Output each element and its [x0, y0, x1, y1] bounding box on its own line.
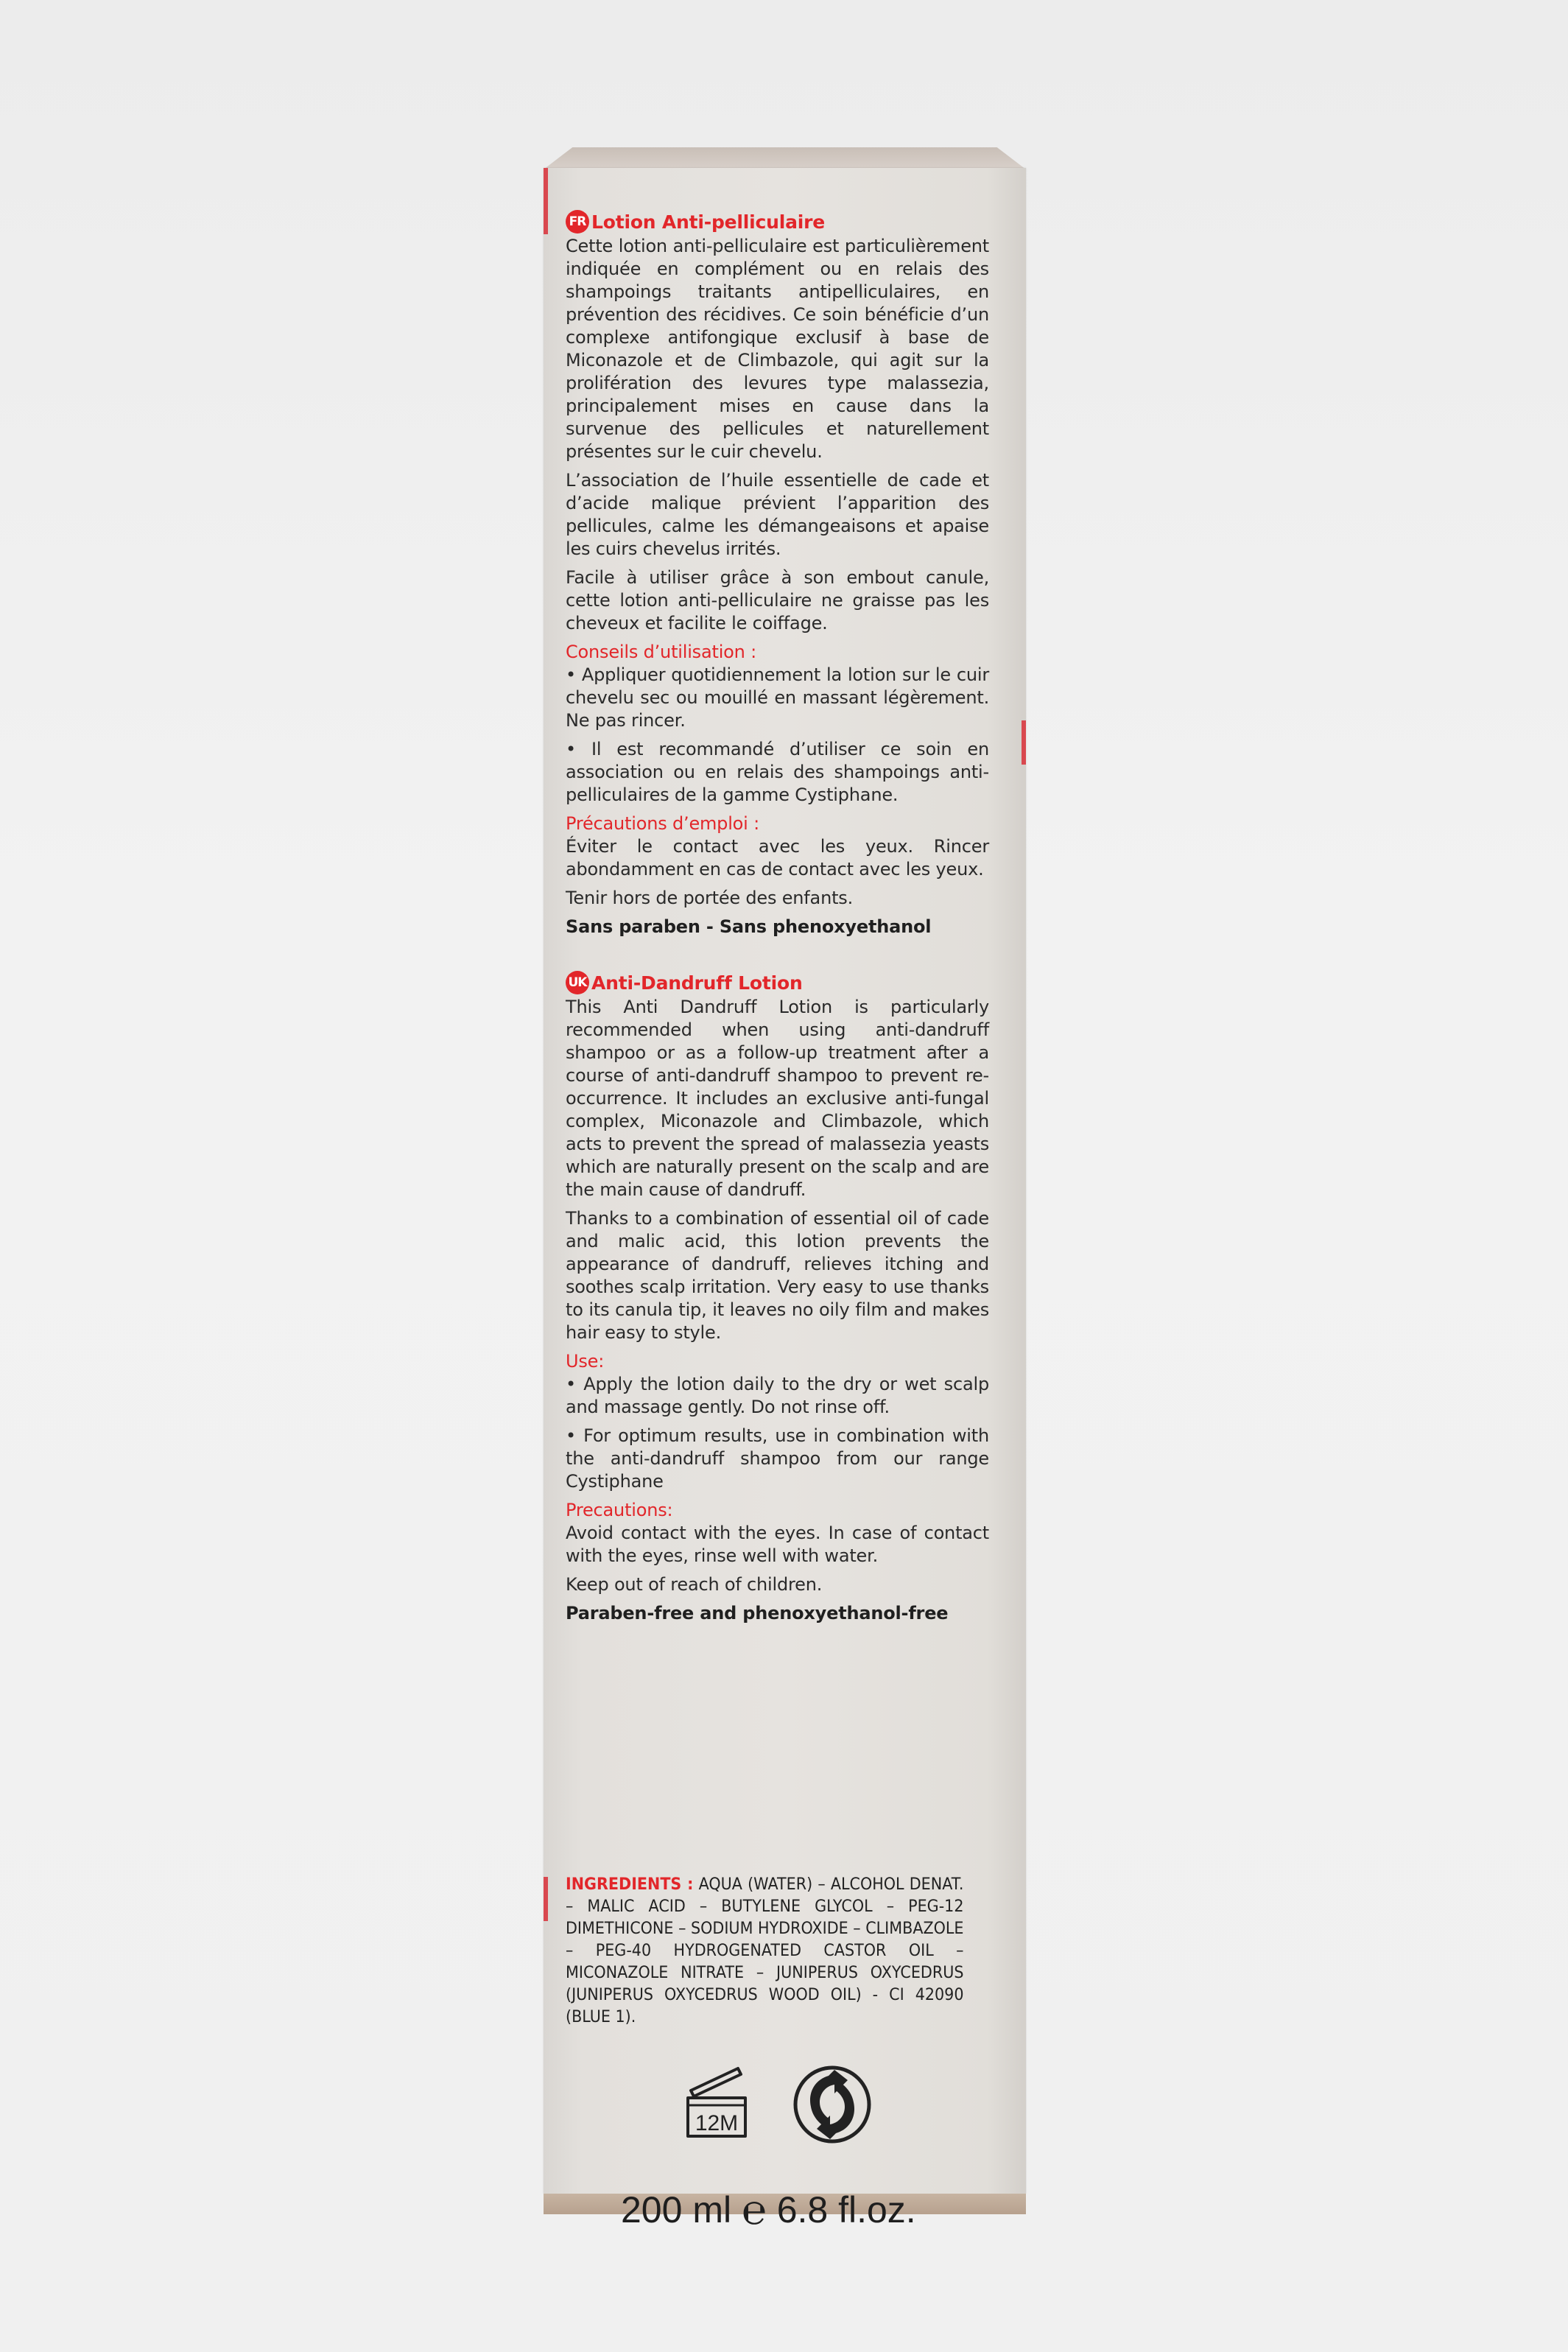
uk-precautions-1: Avoid contact with the eyes. In case of contact with the eyes, rinse well with water. [566, 1523, 989, 1566]
uk-free-of: Paraben-free and phenoxyethanol-free [566, 1603, 949, 1623]
red-edge-mark-right [1022, 720, 1026, 765]
uk-precautions-heading: Precautions: [566, 1500, 673, 1520]
red-edge-mark-top [544, 168, 548, 234]
fr-title-text: Lotion Anti-pelliculaire [591, 211, 826, 233]
uk-title [566, 971, 989, 994]
fr-precautions-2: Tenir hors de portée des enfants. [566, 888, 854, 908]
uk-badge: UK [566, 971, 589, 994]
ingredients-block [566, 1874, 964, 2029]
uk-paragraph-1: This Anti Dandruff Lotion is particularly recommended when using anti-dandruff shampoo or as a follow-up treatment after a course of anti-dandruff shampoo to prevent re-occurrence. It includes an exclusive anti-fungal complex, Miconazole and Climbazole, which acts to prevent the spread of malassezia yeasts which are naturally present on the scalp and are the main cause of dandruff. [566, 997, 989, 1200]
fr-free-of: Sans paraben - Sans phenoxyethanol [566, 916, 932, 937]
uk-use-1: • Apply the lotion daily to the dry or wet scalp and massage gently. Do not rinse off. [566, 1374, 989, 1417]
red-edge-mark-left [544, 1877, 548, 1921]
volume-imperial: 6.8 fl.oz. [776, 2189, 916, 2230]
fr-use-heading: Conseils d’utilisation : [566, 642, 756, 662]
fr-paragraph-1: Cette lotion anti-pelliculaire est particulièrement indiquée en complément ou en relais des shampoings traitants antipelliculaires, en prévention des récidives. Ce soin bénéficie d’un complexe antifongique exclusif à base de Miconazole et de Climbazole, qui agit sur la prolifération des levures type malassezia, principalement mises en cause dans la survenue des pellicules et naturellement présentes sur le cuir chevelu. [566, 236, 989, 462]
ingredients-label: INGREDIENTS : [566, 1875, 694, 1894]
french-section [566, 210, 989, 938]
english-section [566, 971, 989, 1625]
packaging-symbols [678, 2063, 891, 2151]
open-jar-icon [678, 2063, 759, 2144]
green-dot-recycle-icon [792, 2064, 873, 2145]
fr-use-2: • Il est recommandé d’utiliser ce soin en association ou en relais des shampoings anti-pelliculaires de la gamme Cystiphane. [566, 739, 989, 805]
net-volume [621, 2188, 916, 2232]
fr-precautions-1: Éviter le contact avec les yeux. Rincer abondamment en cas de contact avec les yeux. [566, 836, 989, 880]
fr-precautions-heading: Précautions d’emploi : [566, 813, 759, 834]
uk-use-2: • For optimum results, use in combination with the anti-dandruff shampoo from our range Cystiphane [566, 1425, 989, 1492]
uk-title-text: Anti-Dandruff Lotion [591, 972, 803, 994]
fr-badge: FR [566, 210, 589, 234]
fr-title [566, 210, 989, 234]
ingredients-list: AQUA (WATER) – ALCOHOL DENAT. – MALIC ACID – BUTYLENE GLYCOL – PEG-12 DIMETHICONE – SODIUM HYDROXIDE – CLIMBAZOLE – PEG-40 HYDROGENATED CASTOR OIL – MICONAZOLE NITRATE – JUNIPERUS OXYCEDRUS (JUNIPERUS OXYCEDRUS WOOD OIL) - CI 42090 (BLUE 1). [566, 1875, 964, 2026]
fr-use-1: • Appliquer quotidiennement la lotion sur le cuir chevelu sec ou mouillé en massant légèrement. Ne pas rincer. [566, 664, 989, 731]
uk-precautions-2: Keep out of reach of children. [566, 1574, 823, 1595]
box-top-flap [544, 147, 1026, 169]
fr-paragraph-3: Facile à utiliser grâce à son embout canule, cette lotion anti-pelliculaire ne graisse pas les cheveux et facilite le coiffage. [566, 567, 989, 633]
pao-period-text: 12M [695, 2111, 739, 2135]
volume-metric: 200 ml [621, 2189, 732, 2230]
fr-paragraph-2: L’association de l’huile essentielle de cade et d’acide malique prévient l’apparition des pellicules, calme les démangeaisons et apaise les cuirs chevelus irrités. [566, 470, 989, 559]
uk-use-heading: Use: [566, 1351, 605, 1372]
uk-paragraph-2: Thanks to a combination of essential oil of cade and malic acid, this lotion prevents the appearance of dandruff, relieves itching and soothes scalp irritation. Very easy to use thanks to its canula tip, it leaves no oily film and makes hair easy to style. [566, 1208, 989, 1343]
estimated-sign: ℮ [742, 2186, 767, 2233]
label-text [566, 210, 989, 1657]
